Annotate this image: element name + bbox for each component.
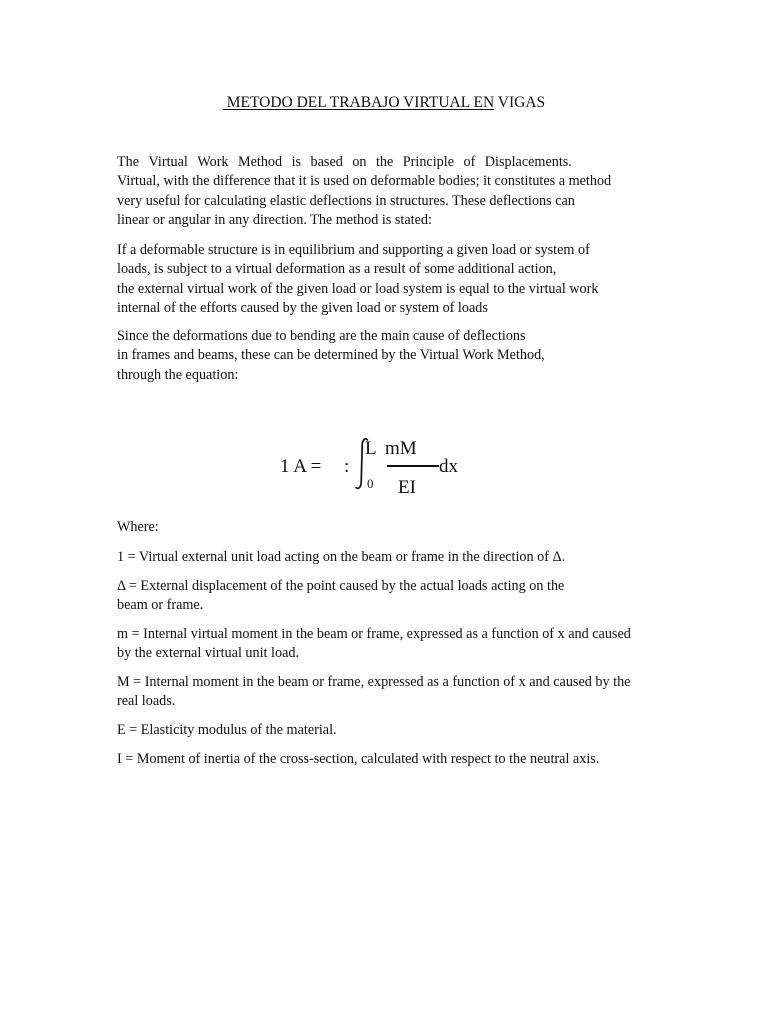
definition-M-line-1: M = Internal moment in the beam or frame, expressed as a function of x and caused by the (117, 674, 631, 690)
definition-delta-line-1: Δ = External displacement of the point caused by the actual loads acting on the (117, 578, 565, 594)
intro-word: Displacements. (484, 154, 572, 170)
definition-I (117, 750, 657, 769)
definition-M-line-2: real loads. (117, 693, 176, 710)
intro-word: Work (197, 154, 229, 170)
intro-word: Method (237, 154, 283, 170)
equation-differential: dx (439, 456, 458, 477)
definition-M (117, 673, 657, 712)
where-text: Where: (117, 519, 159, 535)
statement-line-3: the external virtual work of the given load or load system is equal to the virtual work (117, 280, 599, 297)
definition-E (117, 721, 657, 740)
statement-line-4: internal of the efforts caused by the given load or system of loads (117, 299, 488, 316)
definition-one (117, 548, 657, 567)
bending-line-1: Since the deformations due to bending are the main cause of deflections (117, 328, 526, 344)
equation-upper-limit: L (365, 438, 377, 459)
equation-colon: : (344, 456, 350, 477)
statement-line-2: loads, is subject to a virtual deformation as a result of some additional action, (117, 261, 557, 278)
page-title (0, 94, 768, 112)
statement-paragraph (117, 241, 657, 318)
intro-line-3: very useful for calculating elastic deflections in structures. These deflections can (117, 192, 575, 209)
definition-m-line-2: by the external virtual unit load. (117, 645, 300, 662)
intro-word: is (291, 154, 302, 170)
title-underlined-part: METODO DEL TRABAJO VIRTUAL EN (222, 94, 495, 111)
bending-line-2: in frames and beams, these can be determined by the Virtual Work Method, (117, 347, 545, 364)
intro-word: based (310, 154, 343, 170)
intro-word: The (117, 154, 140, 170)
equation-lhs: 1 A = (280, 456, 322, 477)
title-rest-part: VIGAS (494, 94, 546, 111)
definition-m-line-1: m = Internal virtual moment in the beam or frame, expressed as a function of x and caused (117, 626, 631, 642)
bending-paragraph (117, 327, 657, 385)
equation-fraction-bar (387, 465, 439, 467)
definition-E-line: E = Elasticity modulus of the material. (117, 722, 337, 738)
where-label (117, 518, 657, 537)
definition-I-line: I = Moment of inertia of the cross-section, calculated with respect to the neutral axis. (117, 751, 600, 767)
statement-line-1: If a deformable structure is in equilibrium and supporting a given load or system of (117, 242, 590, 258)
intro-word: Principle (402, 154, 455, 170)
intro-line-2: Virtual, with the difference that it is used on deformable bodies; it constitutes a method (117, 173, 612, 190)
bending-line-3: through the equation: (117, 366, 239, 383)
definition-one-line: 1 = Virtual external unit load acting on the beam or frame in the direction of Δ. (117, 549, 566, 565)
intro-word: of (463, 154, 476, 170)
equation-lower-limit: 0 (367, 476, 374, 491)
intro-word: Virtual (148, 154, 188, 170)
virtual-work-equation (280, 436, 480, 504)
intro-paragraph (117, 153, 657, 230)
intro-word: on (352, 154, 367, 170)
definition-delta-line-2: beam or frame. (117, 597, 204, 614)
equation-numerator: mM (385, 438, 417, 459)
intro-line-1 (117, 153, 572, 172)
intro-line-4: linear or angular in any direction. The method is stated: (117, 211, 432, 228)
intro-word: the (375, 154, 394, 170)
definition-delta (117, 577, 657, 616)
definition-m (117, 625, 657, 664)
equation-denominator: EI (398, 477, 416, 498)
